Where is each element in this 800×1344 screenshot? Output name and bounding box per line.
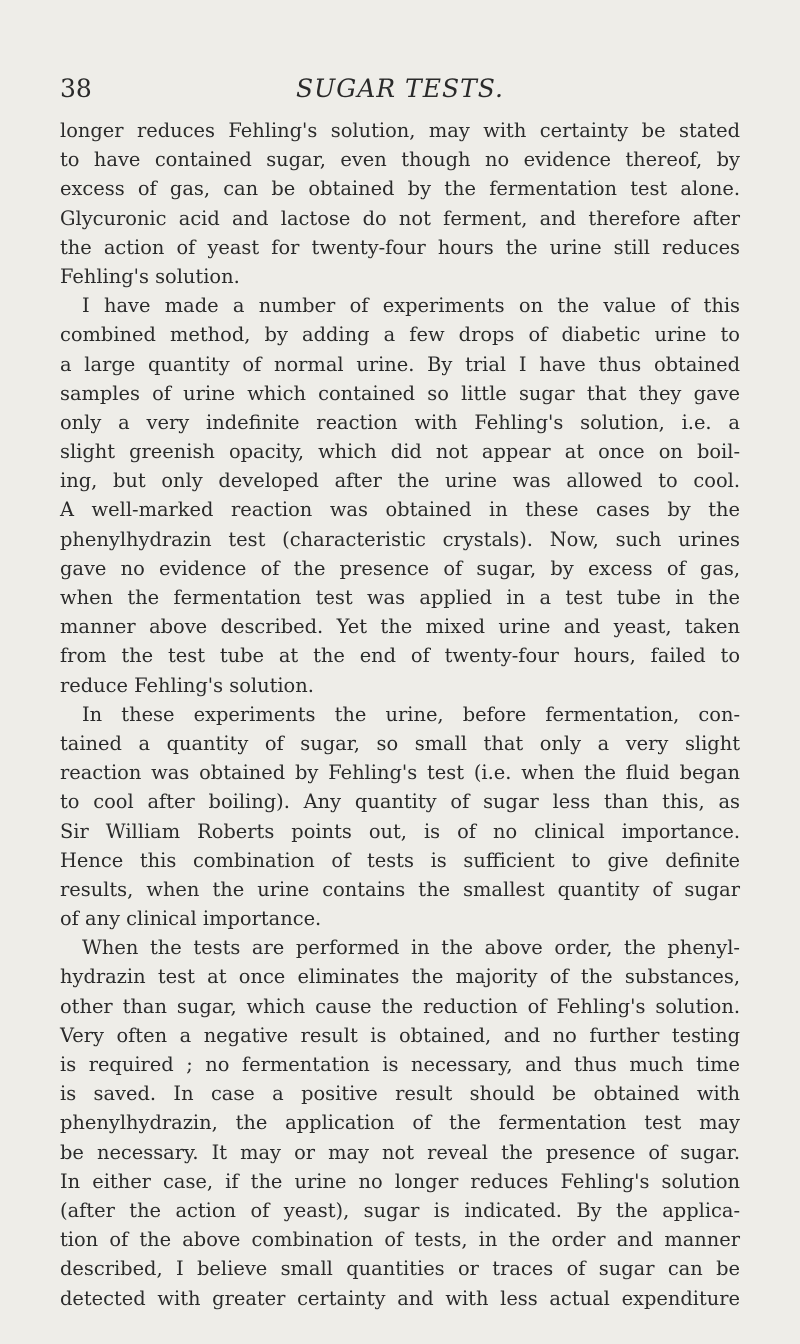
text-line: other than sugar, which cause the reduction of Fehling's solution.	[60, 994, 740, 1018]
text-line: is required ; no fermentation is necessary, and thus much time	[60, 1053, 740, 1076]
text-line: Very often a negative result is obtained, and no further testing	[60, 1023, 740, 1047]
text-line: tion of the above combination of tests, in the order and manner	[60, 1228, 740, 1252]
text-line: only a very indefinite reaction with Fehling's solution, i.e. a	[60, 410, 740, 434]
text-line: is saved. In case a positive result should be obtained with	[60, 1082, 740, 1106]
text-line: reduce Fehling's solution.	[60, 673, 314, 697]
text-line: ing, but only developed after the urine was allowed to cool.	[60, 469, 740, 493]
text-line: A well-marked reaction was obtained in these cases by the	[60, 498, 740, 522]
text-line: phenylhydrazin test (characteristic crystals). Now, such urines	[60, 527, 740, 551]
text-line: When the tests are performed in the above order, the phenyl-	[82, 936, 740, 960]
page-header	[60, 74, 740, 104]
text-line: gave no evidence of the presence of sugar, by excess of gas,	[60, 556, 740, 580]
text-line: Hence this combination of tests is sufficient to give definite	[60, 848, 740, 872]
text-line: the action of yeast for twenty-four hours the urine still reduces	[60, 235, 740, 259]
text-line: I have made a number of experiments on the value of this	[82, 294, 740, 318]
text-line: (after the action of yeast), sugar is indicated. By the applica-	[60, 1198, 740, 1222]
text-line: reaction was obtained by Fehling's test (i.e. when the fluid began	[60, 761, 740, 785]
text-line: hydrazin test at once eliminates the majority of the substances,	[60, 965, 740, 989]
text-line: when the fermentation test was applied in a test tube in the	[60, 586, 740, 609]
text-line: of any clinical importance.	[60, 907, 322, 931]
text-line: tained a quantity of sugar, so small that only a very slight	[60, 731, 740, 755]
text-line: from the test tube at the end of twenty-four hours, failed to	[60, 644, 740, 668]
text-line: In these experiments the urine, before fermentation, con-	[82, 702, 740, 726]
text-line: samples of urine which contained so little sugar that they gave	[60, 381, 740, 405]
text-line: In either case, if the urine no longer reduces Fehling's solution	[60, 1169, 740, 1193]
text-line: Sir William Roberts points out, is of no clinical importance.	[60, 819, 740, 843]
text-line: results, when the urine contains the smallest quantity of sugar	[60, 877, 740, 901]
text-line: slight greenish opacity, which did not appear at once on boil-	[60, 440, 740, 464]
text-line: phenylhydrazin, the application of the fermentation test may	[60, 1111, 740, 1135]
text-line: Fehling's solution.	[60, 264, 240, 288]
text-line: be necessary. It may or may not reveal the presence of sugar.	[60, 1140, 740, 1164]
text-line: excess of gas, can be obtained by the fermentation test alone.	[60, 177, 740, 201]
text-line: combined method, by adding a few drops of diabetic urine to	[60, 323, 740, 347]
text-line: detected with greater certainty and with less actual expenditure	[60, 1286, 740, 1310]
page-number: 38	[60, 74, 92, 103]
text-line: a large quantity of normal urine. By trial I have thus obtained	[60, 352, 740, 376]
text-line: to cool after boiling). Any quantity of sugar less than this, as	[60, 790, 740, 814]
text-line: Glycuronic acid and lactose do not ferment, and therefore after	[60, 206, 740, 230]
text-line: manner above described. Yet the mixed urine and yeast, taken	[60, 615, 740, 639]
body-text	[60, 116, 740, 1313]
running-title: SUGAR TESTS.	[296, 74, 504, 103]
text-line: described, I believe small quantities or traces of sugar can be	[60, 1257, 740, 1281]
text-line: longer reduces Fehling's solution, may with certainty be stated	[60, 119, 740, 142]
text-line: to have contained sugar, even though no evidence thereof, by	[60, 148, 740, 172]
